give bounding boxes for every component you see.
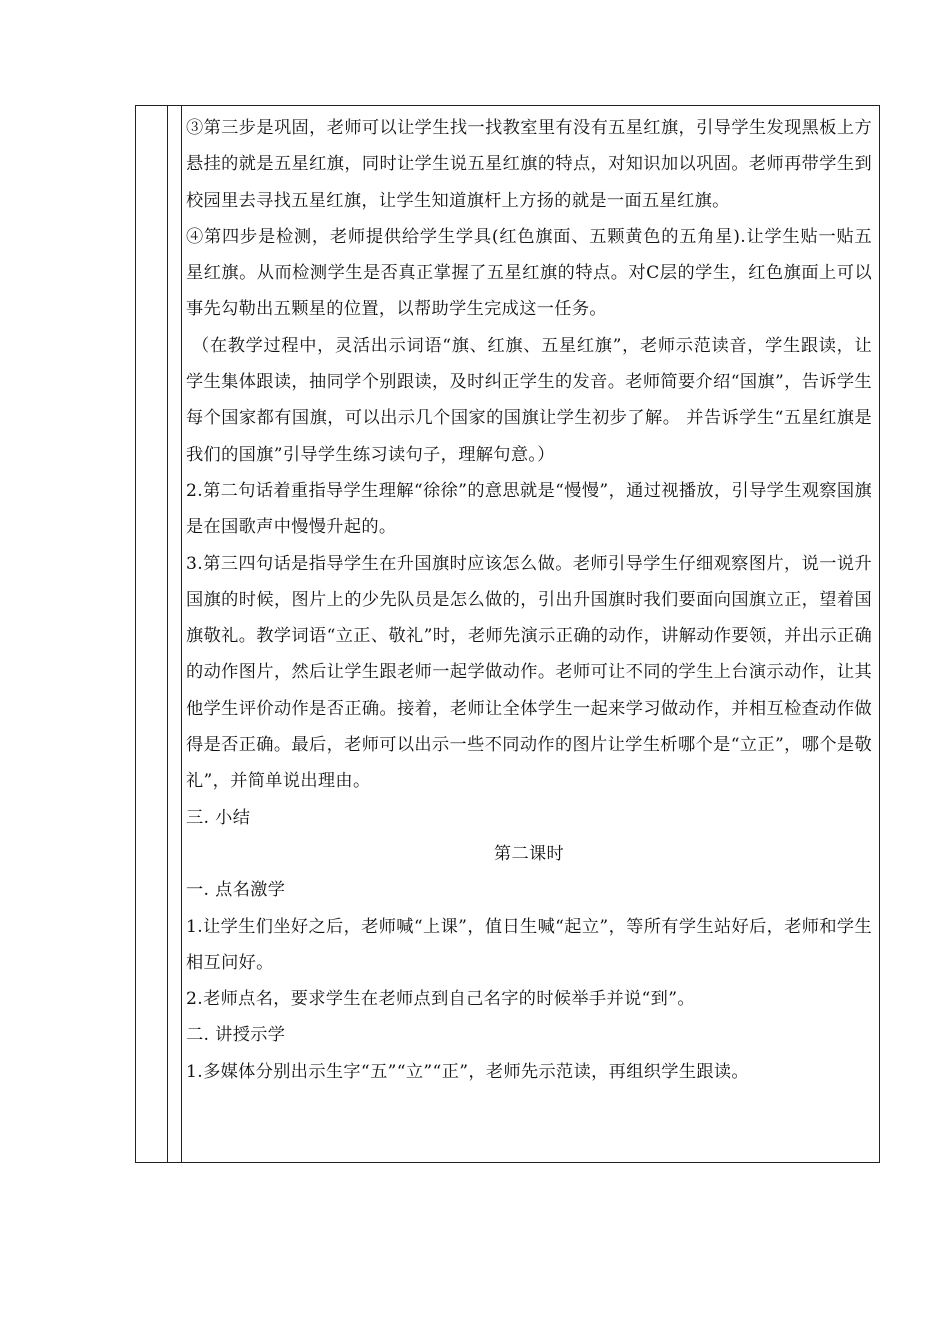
table-column-narrow [168,106,182,1162]
paragraph-note: （在教学过程中，灵活出示词语“旗、红旗、五星红旗”，老师示范读音，学生跟读，让学生集体跟读，抽同学个别跟读，及时纠正学生的发音。老师简要介绍“国旗”，告诉学生每个国家都有国旗，可以出示几个国家的国旗让学生初步了解。 并告诉学生“五星红旗是我们的国旗”引导学生练习读句子，理解句意。） [186,335,872,465]
paragraph-sentence34: 3.第三四句话是指导学生在升国旗时应该怎么做。老师引导学生仔细观察图片，说一说升国旗的时候，图片上的少先队员是怎么做的，引出升国旗时我们要面向国旗立正，望着国旗敬礼。教学词语“立正、敬礼”时，老师先演示正确的动作，讲解动作要领，并出示正确的动作图片，然后让学生跟老师一起学做动作。老师可让不同的学生上台演示动作，让其他学生评价动作是否正确。接着，老师让全体学生一起来学习做动作，并相互检查动作做得是否正确。最后，老师可以出示一些不同动作的图片让学生析哪个是“立正”，哪个是敬礼”，并简单说出理由。 [186,553,872,792]
paragraph-step3: ③第三步是巩固，老师可以让学生找一找教室里有没有五星红旗，引导学生发现黑板上方悬挂的就是五星红旗，同时让学生说五星红旗的特点，对知识加以巩固。老师再带学生到校园里去寻找五星红旗，让学生知道旗杆上方扬的就是一面五星红旗。 [186,118,872,211]
lesson-content-cell [186,110,872,1090]
heading-summary: 三. 小结 [186,807,251,828]
paragraph-sentence2: 2.第二句话着重指导学生理解“徐徐”的意思就是“慢慢”，通过视播放，引导学生观察国旗是在国歌声中慢慢升起的。 [186,480,872,538]
paragraph-item2-1: 1.多媒体分别出示生字“五”“立”“正”，老师先示范读，再组织学生跟读。 [186,1061,749,1082]
table-column-label [136,106,168,1162]
paragraph-step4: ④第四步是检测，老师提供给学生学具(红色旗面、五颗黄色的五角星).让学生贴一贴五星红旗。从而检测学生是否真正掌握了五星红旗的特点。对C层的学生，红色旗面上可以事先勾勒出五颗星的位置，以帮助学生完成这一任务。 [186,226,872,320]
paragraph-item1-2: 2.老师点名，要求学生在老师点到自己名字的时候举手并说“到”。 [186,989,695,1010]
lesson-plan-table [135,105,880,1163]
heading-section1: 一. 点名激学 [186,880,286,901]
paragraph-item1-1: 1.让学生们坐好之后，老师喊“上课”，值日生喊“起立”，等所有学生站好后，老师和学生相互问好。 [186,916,872,973]
heading-lesson2: 第二课时 [493,843,565,864]
heading-section2: 二. 讲授示学 [186,1025,286,1046]
